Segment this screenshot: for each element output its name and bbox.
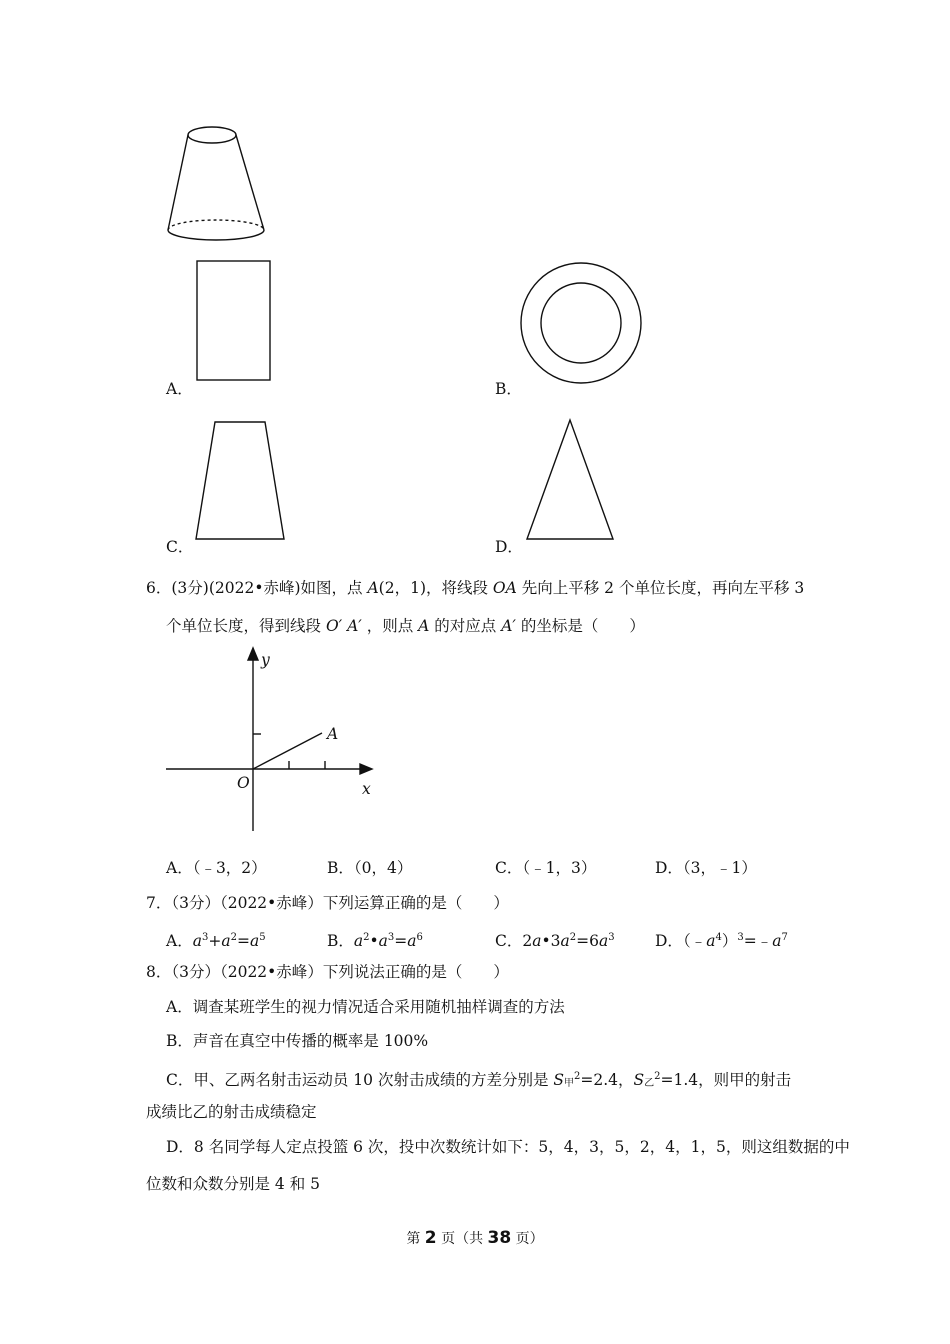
q6-option-b: B．（0，4） — [327, 859, 413, 877]
total-pages: 38 — [487, 1228, 512, 1248]
x-axis-label: x — [362, 780, 371, 798]
q7-option-c: C．$2a•3a^2=6a^3$ — [495, 932, 615, 950]
q6-option-c: C．（﹣1，3） — [495, 859, 597, 877]
y-axis-label: y — [261, 651, 270, 669]
option-d-label: D． — [495, 538, 523, 556]
point-a-label: A — [327, 725, 339, 743]
q8-option-b: B．声音在真空中传播的概率是 100% — [166, 1032, 429, 1050]
x-axis-arrow — [360, 764, 372, 774]
q8-option-c-line2: 成绩比乙的射击成绩稳定 — [146, 1103, 317, 1121]
q6-option-a: A．（﹣3，2） — [166, 859, 267, 877]
q6-stem-line1: 6．(3分)(2022•赤峰)如图，点 A(2，1)，将线段 OA 先向上平移 2 个单位长度，再向左平移 3 — [146, 579, 805, 597]
q8-option-d-line2: 位数和众数分别是 4 和 5 — [146, 1175, 321, 1193]
origin-label: O — [237, 774, 250, 792]
q7-stem: 7．（3分）（2022•赤峰）下列运算正确的是（ ） — [146, 894, 509, 912]
option-c-label: C． — [166, 538, 194, 556]
q7-option-b: B．$a^2•a^3=a^6$ — [327, 932, 423, 950]
option-b-label: B． — [495, 380, 522, 398]
segment-oa — [253, 733, 322, 769]
q8-option-c-line1: C．甲、乙两名射击运动员 10 次射击成绩的方差分别是 S甲$^2$=2.4，S乙$^2$=1.4，则甲的射击 — [166, 1071, 792, 1089]
q7-option-a: A．$a^3+a^2=a^5$ — [166, 932, 266, 950]
option-a-label: A． — [166, 380, 193, 398]
q8-option-d-line1: D．8 名同学每人定点投篮 6 次，投中次数统计如下：5，4，3，5，2，4，1，5，则这组数据的中 — [166, 1138, 850, 1156]
q8-stem: 8．（3分）（2022•赤峰）下列说法正确的是（ ） — [146, 963, 509, 981]
q7-option-d: D．$(﹣a^4)^3=﹣a^7$ — [655, 932, 788, 950]
page-footer: 第 2 页（共 38 页） — [406, 1228, 544, 1248]
y-axis-arrow — [248, 648, 258, 660]
q6-stem-line2: 个单位长度，得到线段 O′ A′ ，则点 A 的对应点 A′ 的坐标是（ ） — [166, 617, 645, 635]
page-number: 2 — [424, 1228, 437, 1248]
q8-option-a: A．调查某班学生的视力情况适合采用随机抽样调查的方法 — [166, 998, 565, 1016]
q6-option-d: D．（3，﹣1） — [655, 859, 757, 877]
